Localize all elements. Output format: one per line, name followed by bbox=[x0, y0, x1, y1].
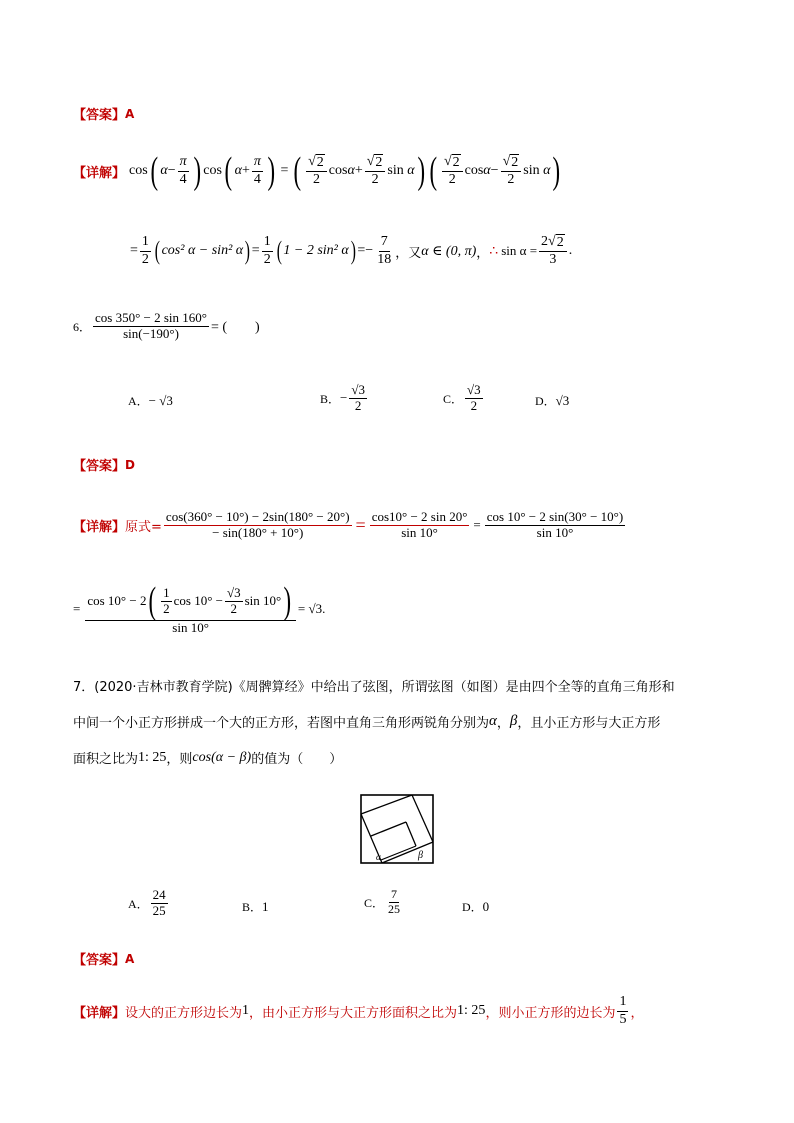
q6-detail-line2: = cos 10° − 2 ( $\frac{1}{2}$ cos 10° − $\frac{√3}{2}$ sin 10° ) sin 10° = √3. bbox=[73, 580, 326, 636]
alpha-symbol: α bbox=[234, 163, 242, 178]
q7-line1: 7． (2020·吉林市教育学院)《周髀算经》中给出了弦图，所谓弦图（如图）是由四个全等的直角三角形和 bbox=[73, 676, 675, 695]
q7-number: 7． bbox=[73, 680, 95, 695]
answer-tag: 【答案】 bbox=[73, 108, 126, 123]
q6-frac-2: $\frac{\cos 10^\circ - 2 \sin 20^\circ}{\sin 10^\circ}$ bbox=[371, 508, 468, 540]
interval: α ∈ (0, π) bbox=[421, 243, 477, 259]
q7-line3: 面积之比为 1: 25 ，则 cos(α − β) 的值为（ ） bbox=[73, 749, 343, 767]
q6-option-a[interactable]: A． − √3 bbox=[128, 392, 173, 408]
q6-answer-value: D bbox=[125, 457, 135, 472]
q7-line2: 中间一个小正方形拼成一个大的正方形，若图中直角三角形两锐角分别为 α ， β ，且小正方形与大正方形 bbox=[73, 713, 661, 731]
sqrt2-over-2: √ 2 2 bbox=[501, 154, 522, 188]
q6-fraction: $\frac{\cos 350^\circ - 2 \sin 160^\circ}{\sin(-190^\circ)}$ bbox=[95, 309, 207, 341]
alpha-label: α bbox=[376, 852, 381, 862]
q6-frac-1: $\frac{\cos(360^\circ - 10^\circ) - 2\sin(180^\circ - 20^\circ)}{- \sin(180^\circ + 10^\circ)}$ bbox=[165, 508, 350, 540]
q5-answer-value: A bbox=[125, 106, 135, 121]
one-fifth: $\frac{1}{5}$ bbox=[619, 994, 627, 1027]
q6-frac-3: $\frac{\cos 10^\circ - 2 \sin(30^\circ - 10^\circ)}{\sin 10^\circ}$ bbox=[486, 508, 624, 540]
q5-detail-line2: = $\frac{1}{2}$ ( cos² α − sin² α ) = $\frac{1}{2}$ ( 1 − 2 sin² α ) = − $\frac{7}{18}$ ，又 α ∈ (0, π) ， ∴ sin α = 2√ 2 3 . bbox=[130, 233, 573, 267]
q7-option-d[interactable]: D． 0 bbox=[462, 898, 490, 914]
two-sqrt2-over-3: 2√ 2 3 bbox=[539, 234, 567, 268]
beta-label: β bbox=[418, 850, 423, 861]
sqrt2-over-2: √ 2 2 bbox=[442, 154, 463, 188]
q7-option-a[interactable]: A． $\frac{24}{25}$ bbox=[128, 887, 166, 918]
q7-answer-line: 【答案】 A bbox=[73, 951, 135, 968]
sqrt2-over-2: √ 2 2 bbox=[365, 154, 386, 188]
q5-answer-line bbox=[73, 104, 134, 123]
q7-option-b[interactable]: B． 1 bbox=[242, 898, 269, 914]
sqrt2-over-2: √ 2 2 bbox=[306, 154, 327, 188]
plus-sign: + bbox=[241, 163, 250, 178]
alpha-symbol: α bbox=[160, 163, 168, 178]
detail-tag: 【详解】 bbox=[73, 165, 126, 181]
pi-over-4: $\frac{\pi}{4}$ bbox=[253, 154, 261, 187]
cos-text: cos bbox=[203, 163, 222, 178]
q6-option-b[interactable]: B． − $\frac{√3}{2}$ bbox=[320, 382, 365, 413]
cos2-minus-sin2: cos² α − sin² α bbox=[161, 243, 244, 258]
q5-detail-line1: 【详解】 cos ( α − $\frac{\pi}{4}$ ) cos ( α + $\frac{\pi}{4}$ ) = ( √ 2 2 cos α + √ 2 2 sin α ) ( √ 2 2 cos α − √ 2 2 sin α ) bbox=[73, 150, 561, 192]
therefore-symbol: ∴ bbox=[489, 243, 499, 259]
q6-option-d[interactable]: D． √3 bbox=[535, 392, 570, 408]
q6-frac-4: cos 10° − 2 ( $\frac{1}{2}$ cos 10° − $\frac{√3}{2}$ sin 10° ) sin 10° bbox=[85, 582, 296, 636]
one-half: $\frac{1}{2}$ bbox=[141, 234, 149, 267]
seven-eighteenths: $\frac{7}{18}$ bbox=[377, 234, 392, 267]
q6-number: 6． bbox=[73, 319, 92, 334]
q7-answer-value: A bbox=[125, 951, 135, 966]
q6-question: 6． $\frac{\cos 350^\circ - 2 \sin 160^\circ}{\sin(-190^\circ)}$ = ( ) bbox=[73, 309, 260, 341]
q7-detail: 【详解】 设大的正方形边长为 1 ，由小正方形与大正方形面积之比为 1: 25 ，则小正方形的边长为 $\frac{1}{5}$ ， bbox=[73, 994, 644, 1027]
q6-option-c[interactable]: C． $\frac{√3}{2}$ bbox=[443, 382, 481, 413]
q6-answer-line: 【答案】 D bbox=[73, 457, 135, 474]
q6-detail-line1: 【详解】 原式= $\frac{\cos(360^\circ - 10^\circ) - 2\sin(180^\circ - 20^\circ)}{- \sin(180^\circ + 10^\circ)}$ = $\frac{\cos 10^\circ - 2 \sin 20^\circ}{\sin 10^\circ}$ = $\frac{\cos 10^\circ - 2 \sin(30^\circ - 10^\circ)}{\sin 10^\circ}$ bbox=[73, 508, 624, 540]
one-half: $\frac{1}{2}$ bbox=[263, 234, 271, 267]
chord-diagram bbox=[360, 794, 434, 864]
equals-sign: = bbox=[280, 163, 289, 178]
minus-sign: − bbox=[167, 163, 176, 178]
pi-over-4: $\frac{\pi}{4}$ bbox=[179, 154, 187, 187]
q7-option-c[interactable]: C． $\frac{7}{25}$ bbox=[364, 887, 401, 916]
one-minus-2sin2: 1 − 2 sin² α bbox=[283, 243, 349, 258]
cos-text: cos bbox=[129, 163, 148, 178]
